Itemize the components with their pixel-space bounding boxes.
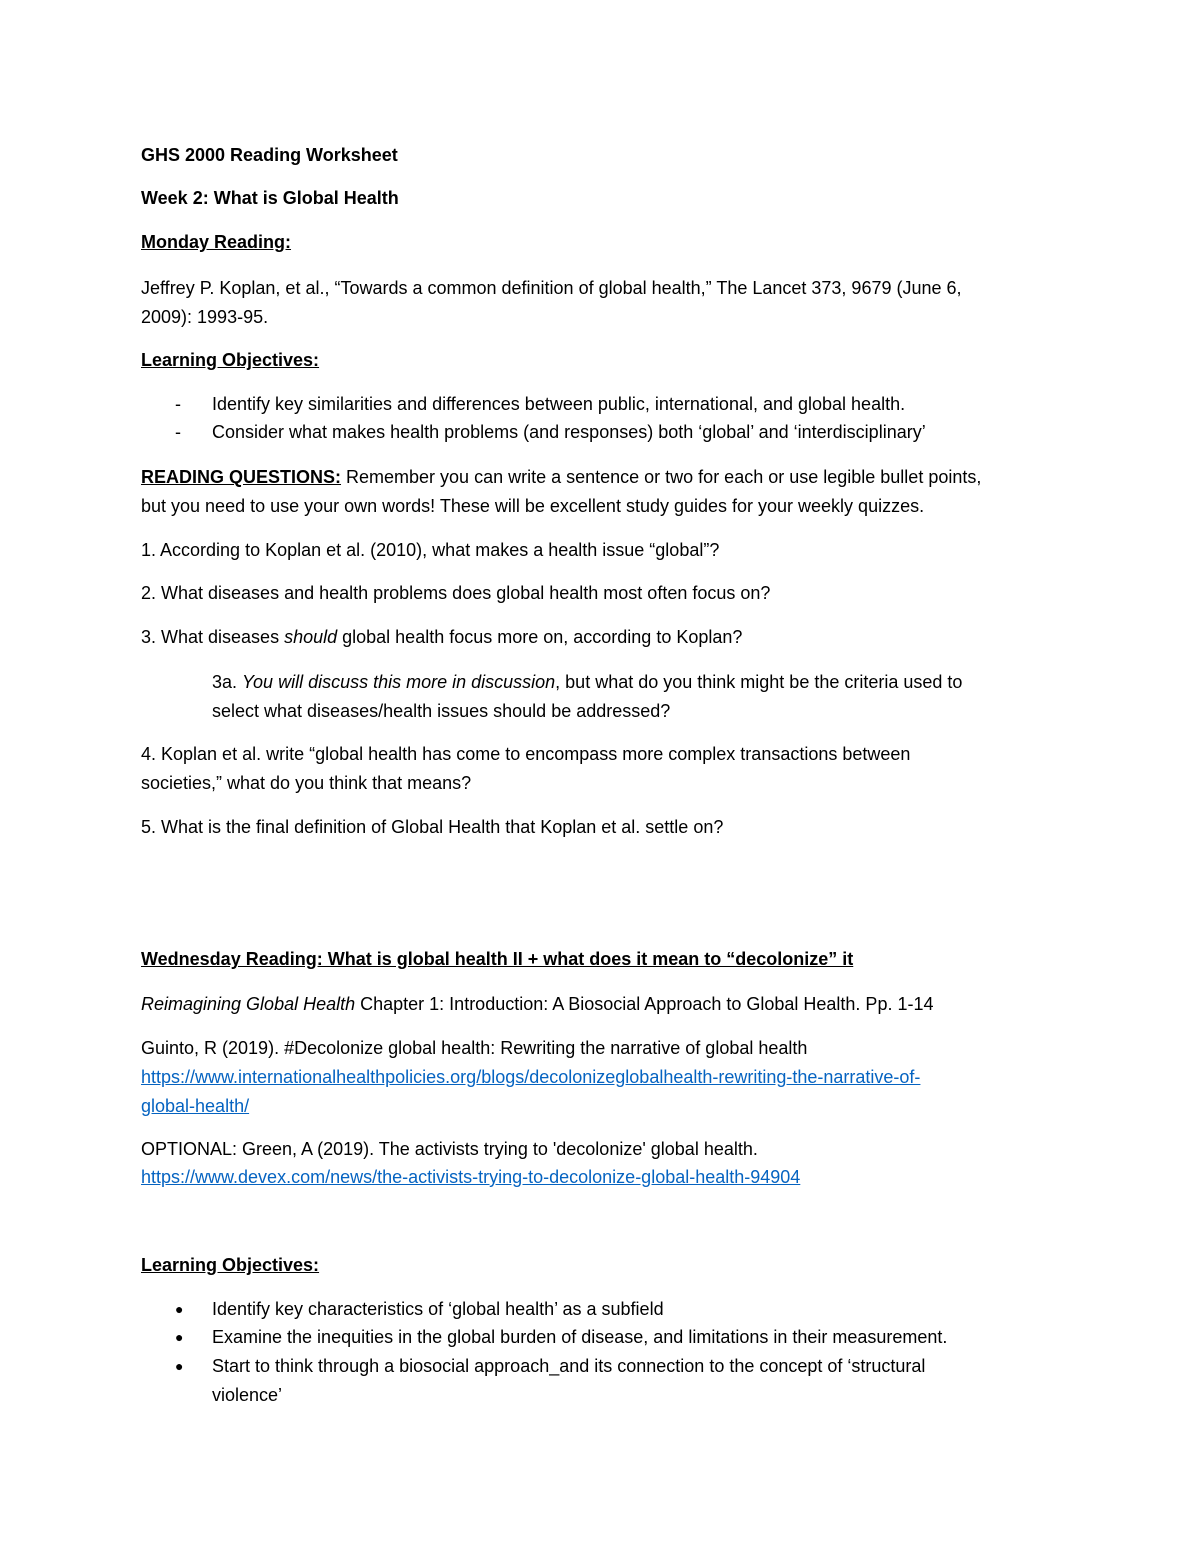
dash-marker: -: [175, 394, 181, 414]
week-title: Week 2: What is Global Health: [141, 188, 399, 208]
reading-questions-label: READING QUESTIONS:: [141, 467, 342, 487]
question-3-pre: 3. What diseases: [141, 627, 285, 647]
bullet-icon: ●: [175, 1358, 184, 1374]
reading-1-book-title: Reimagining Global Health: [141, 994, 356, 1014]
wednesday-objectives-heading: Learning Objectives:: [141, 1255, 320, 1275]
reading-questions-intro: [141, 463, 981, 492]
dash-marker: -: [175, 422, 181, 442]
question-3-emphasis: should: [284, 627, 338, 647]
wednesday-objective-3-continued: violence’: [212, 1385, 283, 1405]
question-3a-line2: select what diseases/health issues should be addressed?: [212, 701, 671, 721]
monday-citation-line1: Jeffrey P. Koplan, et al., “Towards a common definition of global health,” The Lancet 373, 9679 (June 6,: [141, 278, 962, 298]
bullet-icon: ●: [175, 1301, 184, 1317]
question-3-post: global health focus more on, according to Koplan?: [337, 627, 743, 647]
wednesday-reading-1: [141, 990, 933, 1019]
reading-1-rest: Chapter 1: Introduction: A Biosocial Approach to Global Health. Pp. 1-14: [355, 994, 934, 1014]
monday-citation-line2: 2009): 1993-95.: [141, 307, 269, 327]
question-3a-pre: 3a.: [212, 672, 243, 692]
question-4-line2: societies,” what do you think that means?: [141, 773, 472, 793]
reading-3-link[interactable]: https://www.devex.com/news/the-activists-trying-to-decolonize-global-health-94904: [141, 1167, 801, 1187]
question-3a: [212, 668, 962, 697]
wednesday-reading-3: OPTIONAL: Green, A (2019). The activists trying to 'decolonize' global health.: [141, 1139, 758, 1159]
question-2: 2. What diseases and health problems does global health most often focus on?: [141, 583, 771, 603]
worksheet-title: GHS 2000 Reading Worksheet: [141, 145, 398, 165]
question-1: 1. According to Koplan et al. (2010), what makes a health issue “global”?: [141, 540, 720, 560]
reading-2-link-line1[interactable]: [141, 1063, 920, 1092]
question-3: [141, 623, 742, 652]
reading-questions-line2: but you need to use your own words! These will be excellent study guides for your weekly quizzes.: [141, 496, 925, 516]
question-5: 5. What is the final definition of Global Health that Koplan et al. settle on?: [141, 817, 724, 837]
reading-questions-text: Remember you can write a sentence or two for each or use legible bullet points,: [341, 467, 982, 487]
wednesday-heading: Wednesday Reading: What is global health II + what does it mean to “decolonize” it: [141, 949, 854, 969]
question-3a-emphasis: You will discuss this more in discussion: [242, 672, 556, 692]
bullet-icon: ●: [175, 1329, 184, 1345]
wednesday-objective-3: Start to think through a biosocial approach_and its connection to the concept of ‘structural: [212, 1356, 926, 1376]
reading-2-link[interactable]: https://www.internationalhealthpolicies.org/blogs/decolonizeglobalhealth-rewriting-the-narrative-of-: [141, 1067, 921, 1087]
reading-2-link-continued[interactable]: global-health/: [141, 1096, 250, 1116]
reading-3-link-line[interactable]: [141, 1163, 800, 1192]
monday-heading: Monday Reading:: [141, 232, 292, 252]
wednesday-objective-2: Examine the inequities in the global burden of disease, and limitations in their measurement.: [212, 1327, 948, 1347]
monday-objective-2: Consider what makes health problems (and responses) both ‘global’ and ‘interdisciplinary’: [212, 422, 926, 442]
question-3a-post: , but what do you think might be the criteria used to: [555, 672, 963, 692]
wednesday-reading-2: Guinto, R (2019). #Decolonize global health: Rewriting the narrative of global health: [141, 1038, 808, 1058]
wednesday-objective-1: Identify key characteristics of ‘global health’ as a subfield: [212, 1299, 664, 1319]
reading-2-link-line2[interactable]: [141, 1092, 249, 1121]
monday-objectives-heading: Learning Objectives:: [141, 350, 320, 370]
monday-objective-1: Identify key similarities and differences between public, international, and global health.: [212, 394, 906, 414]
question-4-line1: 4. Koplan et al. write “global health has come to encompass more complex transactions between: [141, 744, 911, 764]
